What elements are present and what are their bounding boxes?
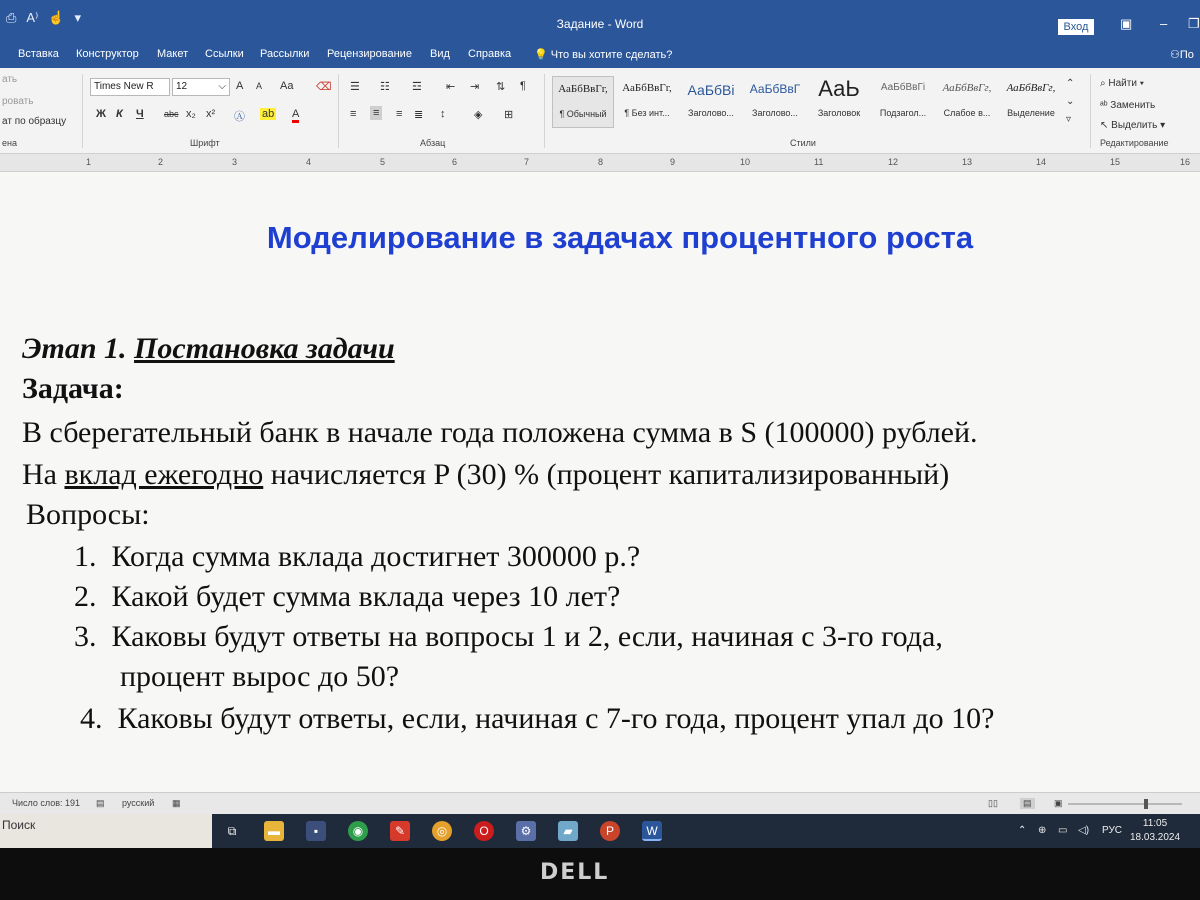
tell-me-search[interactable] — [534, 48, 672, 61]
accessibility-icon[interactable]: ▦ — [172, 798, 181, 808]
find-button[interactable]: ⌕ Найти ▾ — [1100, 78, 1144, 89]
font-group-label: Шрифт — [190, 138, 220, 148]
styles-more-icon[interactable]: ▿ — [1066, 114, 1072, 125]
style-normal[interactable] — [552, 76, 614, 128]
group-divider — [544, 74, 545, 148]
align-center-icon[interactable]: ≡ — [370, 106, 382, 120]
document-heading: Моделирование в задачах процентного роста — [266, 220, 974, 255]
share-label: По — [1179, 49, 1194, 61]
font-size-value: 12 — [176, 81, 188, 92]
justify-icon[interactable]: ≣ — [414, 109, 424, 121]
para2-underlined: вклад ежегодно — [64, 458, 264, 491]
multilevel-list-icon[interactable]: ☲ — [412, 81, 422, 93]
tray-language[interactable]: РУС — [1102, 825, 1123, 836]
taskbar-clock[interactable] — [1130, 817, 1180, 845]
list-text: Каковы будут ответы, если, начиная с 7-го года, процент упал до 10? — [117, 702, 995, 735]
style-name: Заголово... — [752, 108, 798, 118]
notes-app-icon[interactable]: ▰ — [558, 821, 578, 841]
questions-label: Вопросы: — [26, 498, 150, 531]
style-subtitle[interactable] — [872, 76, 934, 128]
minimize-button[interactable]: – — [1160, 16, 1168, 31]
task-view-icon[interactable]: ⧉ — [227, 824, 237, 838]
ruler-mark: 7 — [524, 157, 530, 167]
tab-design[interactable]: Конструктор — [76, 48, 139, 60]
taskbar — [0, 814, 1200, 848]
style-subtle-emphasis[interactable] — [936, 76, 998, 128]
chevron-down-icon: ⌵ — [218, 81, 226, 92]
file-explorer-icon[interactable]: ▬ — [264, 821, 284, 841]
list-item — [74, 540, 640, 574]
bullets-icon[interactable]: ☰ — [350, 81, 360, 93]
chrome-icon[interactable]: ◉ — [348, 821, 368, 841]
proofing-icon[interactable]: ▤ — [96, 798, 105, 808]
italic-button[interactable]: К — [116, 108, 123, 120]
list-number: 3. — [74, 620, 97, 653]
tab-view[interactable]: Вид — [430, 48, 450, 60]
ruler-mark: 11 — [814, 157, 824, 167]
tab-references[interactable]: Ссылки — [205, 48, 244, 60]
replace-label: Заменить — [1110, 100, 1156, 111]
para2-end: начисляется P (30) % (процент капитализированный) — [263, 458, 950, 491]
list-item — [80, 702, 995, 736]
ribbon-display-options-icon[interactable]: ▣ — [1120, 16, 1133, 31]
replace-icon: ᵃᵇ — [1100, 100, 1111, 111]
network-app-icon[interactable]: ⚙ — [516, 821, 536, 841]
list-number: 1. — [74, 540, 97, 573]
font-size-select[interactable] — [172, 78, 230, 96]
style-no-spacing[interactable] — [616, 76, 678, 128]
ruler-mark: 16 — [1180, 157, 1191, 167]
borders-icon[interactable]: ⊞ — [504, 109, 514, 121]
list-text: процент вырос до 50? — [120, 660, 400, 693]
style-sample: АаБбВвГг, — [558, 83, 608, 95]
group-divider — [1090, 74, 1091, 148]
list-text: Когда сумма вклада достигнет 300000 р.? — [111, 540, 641, 573]
style-name: ¶ Без инт... — [624, 108, 670, 118]
font-name-value: Times New R — [94, 81, 154, 92]
style-name: Выделение — [1007, 108, 1055, 118]
style-heading-1[interactable] — [680, 76, 742, 128]
select-button[interactable]: ↖ Выделить ▾ — [1100, 120, 1166, 131]
touch-mode-icon[interactable]: ☝ — [48, 10, 65, 25]
group-divider — [82, 74, 83, 148]
restore-button[interactable]: ❐ — [1188, 16, 1200, 31]
powerpoint-icon[interactable]: P — [600, 821, 620, 841]
task-paragraph-2 — [22, 458, 949, 492]
subscript-button[interactable]: x₂ — [186, 108, 196, 120]
style-sample: АаБбВвГг, — [942, 82, 992, 94]
select-label: Выделить — [1111, 120, 1158, 131]
list-number: 2. — [74, 580, 97, 613]
numbering-icon[interactable]: ☷ — [380, 81, 390, 93]
dell-logo: DELL — [540, 860, 610, 885]
stage-heading — [22, 332, 395, 366]
ruler-mark: 6 — [452, 157, 458, 167]
tray-volume-icon[interactable]: ◁) — [1078, 825, 1090, 836]
cursor-icon: ↖ — [1100, 120, 1112, 131]
list-text: Каковы будут ответы на вопросы 1 и 2, если, начиная с 3-го года, — [111, 620, 943, 653]
clipboard-group-label: ена — [2, 138, 17, 148]
style-sample: АаБбВі — [687, 82, 735, 98]
tab-mailings[interactable]: Рассылки — [260, 48, 310, 60]
status-bar — [0, 792, 1200, 814]
style-name: ¶ Обычный — [559, 109, 607, 119]
ruler-mark: 13 — [962, 157, 973, 167]
style-name: Слабое в... — [943, 108, 991, 118]
pdf-reader-icon[interactable]: ✎ — [390, 821, 410, 841]
style-sample: АаБбВвГг, — [622, 82, 672, 94]
style-title[interactable] — [808, 76, 870, 128]
ruler-mark: 12 — [888, 157, 899, 167]
style-emphasis[interactable] — [1000, 76, 1062, 128]
ruler-mark: 2 — [158, 157, 164, 167]
tab-layout[interactable]: Макет — [157, 48, 189, 60]
show-marks-button[interactable]: ¶ — [520, 80, 526, 92]
list-item-continuation — [120, 660, 399, 694]
ribbon-tabs — [0, 44, 1200, 68]
ruler-mark: 5 — [380, 157, 386, 167]
opera-icon[interactable]: O — [474, 821, 494, 841]
lightbulb-icon: 💡 — [534, 49, 551, 61]
text-effects-icon[interactable]: Ⓐ — [234, 111, 245, 123]
stage-title: Постановка задачи — [134, 332, 395, 365]
styles-scroll-up-icon[interactable]: ⌃ — [1066, 78, 1075, 89]
paragraph-group-label: Абзац — [420, 138, 446, 148]
increase-indent-icon[interactable]: ⇥ — [470, 81, 480, 93]
clock-date: 18.03.2024 — [1130, 832, 1181, 843]
word-count[interactable]: Число слов: 191 — [12, 798, 81, 808]
tray-network-icon[interactable]: ⊕ — [1038, 825, 1047, 836]
task-label: Задача: — [22, 372, 124, 405]
font-color-icon[interactable]: A — [292, 108, 299, 123]
monitor-bezel — [0, 848, 1200, 900]
person-icon: ⚇ — [1170, 49, 1180, 61]
style-sample: АаЬ — [818, 76, 860, 101]
save-disk-icon[interactable]: ▪ — [306, 821, 326, 841]
language-indicator[interactable]: русский — [122, 798, 155, 808]
grow-font-button[interactable]: A — [236, 80, 244, 92]
editing-group-label: Редактирование — [1100, 138, 1169, 148]
ruler-mark: 8 — [598, 157, 604, 167]
save-icon[interactable]: ⎙ — [6, 10, 17, 25]
style-sample: АаБбВвГг, — [1006, 82, 1056, 94]
print-layout-icon[interactable]: ▤ — [1020, 798, 1035, 809]
decrease-indent-icon[interactable]: ⇤ — [446, 81, 456, 93]
copy-button[interactable]: ровать — [2, 96, 34, 107]
cut-button[interactable]: ать — [2, 74, 18, 85]
window-title: Задание - Word — [556, 17, 644, 31]
para2-start: На — [22, 458, 65, 491]
strikethrough-button[interactable]: abc — [164, 109, 179, 119]
change-case-button[interactable]: Aa — [280, 80, 294, 92]
find-label: Найти — [1108, 78, 1137, 89]
list-number: 4. — [80, 702, 103, 735]
list-item — [74, 620, 943, 654]
stage-prefix: Этап 1. — [22, 332, 135, 365]
search-placeholder: Поиск — [2, 818, 36, 832]
share-button[interactable] — [1170, 48, 1194, 61]
clear-formatting-icon[interactable]: ⌫ — [316, 81, 332, 93]
tab-help[interactable]: Справка — [468, 48, 512, 60]
list-text: Какой будет сумма вклада через 10 лет? — [111, 580, 621, 613]
login-button[interactable]: Вход — [1058, 19, 1094, 35]
font-name-select[interactable] — [90, 78, 170, 96]
replace-button[interactable] — [1100, 100, 1155, 111]
ruler-mark: 15 — [1110, 157, 1121, 167]
sort-icon[interactable]: ⇅ — [496, 81, 506, 93]
shading-icon[interactable]: ◈ — [474, 109, 483, 121]
list-item — [74, 580, 620, 614]
zoom-slider[interactable] — [1066, 798, 1184, 810]
align-right-icon[interactable]: ≡ — [396, 108, 403, 120]
word-taskbar-icon[interactable]: W — [642, 821, 662, 841]
ruler-mark: 14 — [1036, 157, 1047, 167]
styles-scroll-down-icon[interactable]: ⌄ — [1066, 96, 1075, 107]
tab-insert[interactable]: Вставка — [18, 48, 59, 60]
style-name: Заголово... — [688, 108, 734, 118]
bold-button[interactable]: Ж — [96, 108, 106, 120]
line-spacing-icon[interactable]: ↕ — [440, 108, 446, 120]
style-sample: АаБбВвГ — [749, 82, 801, 96]
style-name: Заголовок — [817, 108, 861, 118]
title-bar — [0, 0, 1200, 44]
ruler-mark: 1 — [86, 157, 92, 167]
superscript-button[interactable]: x² — [206, 108, 216, 120]
align-left-icon[interactable]: ≡ — [350, 108, 357, 120]
font-color-icon[interactable]: A⁾ — [26, 10, 39, 25]
task-paragraph-1: В сберегательный банк в начале года положена сумма в S (100000) рублей. — [22, 416, 978, 449]
read-mode-icon[interactable]: ▯▯ — [988, 798, 998, 808]
ruler-mark: 9 — [670, 157, 676, 167]
shrink-font-button[interactable]: A — [256, 81, 263, 91]
styles-group-label: Стили — [790, 138, 816, 148]
clock-time: 11:05 — [1142, 818, 1168, 829]
ruler-mark: 4 — [306, 157, 312, 167]
tray-chevron-icon[interactable]: ⌃ — [1018, 825, 1027, 836]
group-divider — [338, 74, 339, 148]
tray-monitor-icon[interactable]: ▭ — [1058, 825, 1068, 836]
highlight-color-icon[interactable]: ab — [262, 108, 275, 120]
horizontal-ruler[interactable] — [0, 154, 1200, 172]
format-painter-button[interactable]: ат по образцу — [2, 116, 67, 127]
document-page[interactable] — [0, 172, 1200, 792]
tell-me-label: Что вы хотите сделать? — [550, 49, 673, 61]
search-icon: ⌕ — [1100, 78, 1109, 89]
taskbar-search[interactable] — [0, 814, 212, 848]
underline-button[interactable]: Ч — [136, 108, 144, 120]
web-layout-icon[interactable]: ▣ — [1054, 798, 1063, 808]
ruler-mark: 10 — [740, 157, 751, 167]
ribbon — [0, 68, 1200, 154]
ruler-mark: 3 — [232, 157, 238, 167]
style-heading-2[interactable] — [744, 76, 806, 128]
customize-qat-icon[interactable]: ▾ — [74, 10, 81, 25]
style-name: Подзагол... — [879, 108, 927, 118]
tab-review[interactable]: Рецензирование — [327, 48, 412, 60]
eye-app-icon[interactable]: ◎ — [432, 821, 452, 841]
style-sample: АаБбВвГі — [880, 82, 926, 93]
